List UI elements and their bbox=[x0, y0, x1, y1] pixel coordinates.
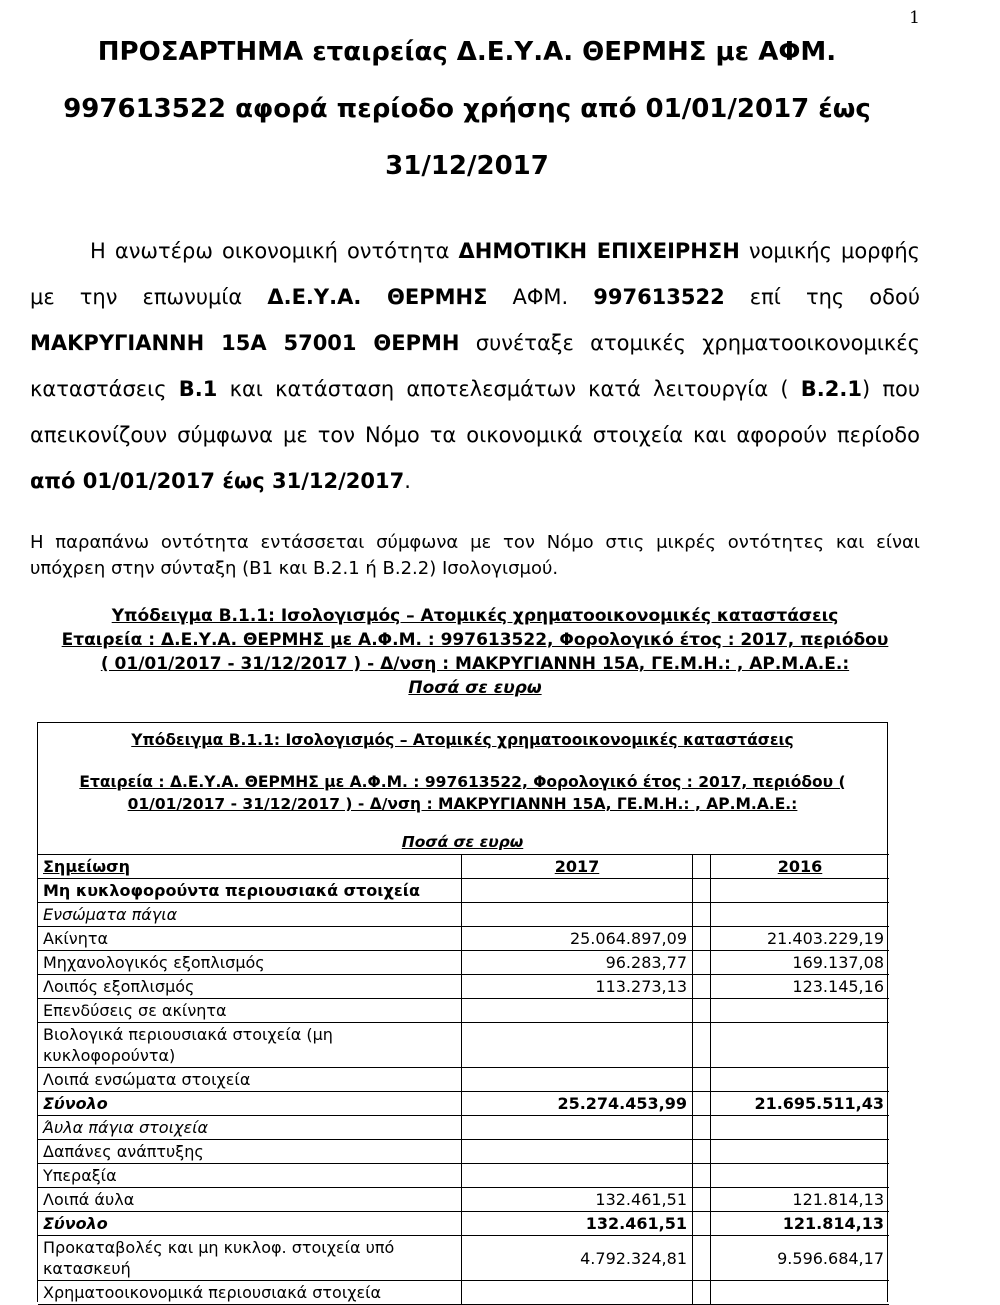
entity-name: Δ.Ε.Υ.Α. ΘΕΡΜΗΣ bbox=[267, 285, 488, 309]
classification-note: Η παραπάνω οντότητα εντάσσεται σύμφωνα με τον Νόμο στις μικρές οντότητες και είναι υπόχρεη στην σύνταξη (Β1 και Β.2.1 ή Β.2.2) Ισολογισμού. bbox=[30, 532, 920, 579]
value-2017 bbox=[462, 1140, 693, 1164]
row-label: Υπεραξία bbox=[38, 1164, 462, 1188]
table-header-line-1: Υπόδειγμα Β.1.1: Ισολογισμός – Ατομικές χρηματοοικονομικές καταστάσεις bbox=[131, 731, 794, 749]
value-2017 bbox=[462, 879, 693, 903]
table-header-row bbox=[38, 855, 889, 879]
entity-type: ΔΗΜΟΤΙΚΗ ΕΠΙΧΕΙΡΗΣΗ bbox=[458, 239, 740, 263]
spacer-cell bbox=[693, 903, 711, 927]
table-row bbox=[38, 879, 889, 903]
value-2016: 121.814,13 bbox=[711, 1188, 890, 1212]
spacer-cell bbox=[693, 1164, 711, 1188]
table-row bbox=[38, 951, 889, 975]
spacer-cell bbox=[693, 1188, 711, 1212]
row-label: Σύνολο bbox=[38, 1092, 462, 1116]
title-line-3: 31/12/2017 bbox=[385, 151, 549, 181]
table-row bbox=[38, 1188, 889, 1212]
spacer-cell bbox=[693, 855, 711, 879]
value-2017 bbox=[462, 999, 693, 1023]
spacer-cell bbox=[693, 1116, 711, 1140]
spacer-cell bbox=[693, 999, 711, 1023]
title-line-2: 997613522 αφορά περίοδο χρήσης από 01/01/2017 έως bbox=[63, 94, 871, 124]
table-row bbox=[38, 1164, 889, 1188]
intro-text: και κατάσταση αποτελεσμάτων κατά λειτουργία ( bbox=[217, 377, 801, 401]
table-row bbox=[38, 1023, 889, 1068]
value-2017: 132.461,51 bbox=[462, 1212, 693, 1236]
intro-text: επί της οδού bbox=[724, 285, 920, 309]
period: από 01/01/2017 έως 31/12/2017 bbox=[30, 469, 405, 493]
spacer-cell bbox=[693, 1092, 711, 1116]
value-2017: 96.283,77 bbox=[462, 951, 693, 975]
statement-subheading bbox=[30, 604, 920, 700]
table-header-company bbox=[38, 771, 887, 815]
table-row-total bbox=[38, 1212, 889, 1236]
col-header-note: Σημείωση bbox=[38, 855, 462, 879]
tax-id: 997613522 bbox=[593, 285, 725, 309]
value-2016 bbox=[711, 1164, 890, 1188]
row-label: Σύνολο bbox=[38, 1212, 462, 1236]
subheading-line-4: Ποσά σε ευρω bbox=[408, 678, 542, 698]
table-row bbox=[38, 999, 889, 1023]
value-2017: 25.274.453,99 bbox=[462, 1092, 693, 1116]
value-2016: 21.403.229,19 bbox=[711, 927, 890, 951]
subheading-line-3: ( 01/01/2017 - 31/12/2017 ) - Δ/νση : ΜΑΚΡΥΓΙΑΝΝΗ 15Α, ΓΕ.Μ.Η.: , ΑΡ.Μ.Α.Ε.: bbox=[100, 654, 850, 674]
spacer-cell bbox=[693, 1068, 711, 1092]
table-row bbox=[38, 903, 889, 927]
balance-sheet-box bbox=[37, 722, 888, 1302]
spacer-cell bbox=[693, 1236, 711, 1281]
row-label: Λοιπός εξοπλισμός bbox=[38, 975, 462, 999]
value-2016 bbox=[711, 879, 890, 903]
intro-text: ) που απεικονίζουν σύμφωνα με τον Νόμο τα οικονομικά στοιχεία και αφορούν περίοδο bbox=[30, 377, 920, 447]
intro-paragraph bbox=[30, 228, 920, 504]
value-2017: 113.273,13 bbox=[462, 975, 693, 999]
row-label: Μηχανολογικός εξοπλισμός bbox=[38, 951, 462, 975]
table-row bbox=[38, 1236, 889, 1281]
address: ΜΑΚΡΥΓΙΑΝΝΗ 15Α 57001 ΘΕΡΜΗ bbox=[30, 331, 460, 355]
row-label: Δαπάνες ανάπτυξης bbox=[38, 1140, 462, 1164]
intro-text: Η ανωτέρω οικονομική οντότητα bbox=[90, 239, 459, 263]
row-label: Βιολογικά περιουσιακά στοιχεία (μη κυκλοφορούντα) bbox=[38, 1023, 462, 1068]
intro-text: συνέταξε ατομικές χρηματοοικονομικές καταστάσεις bbox=[30, 331, 920, 401]
spacer-cell bbox=[693, 1140, 711, 1164]
page-number: 1 bbox=[909, 8, 920, 28]
value-2016 bbox=[711, 1023, 890, 1068]
intro-text: ΑΦΜ. bbox=[487, 285, 594, 309]
statement-code: Β.2.1 bbox=[800, 377, 862, 401]
value-2016: 123.145,16 bbox=[711, 975, 890, 999]
value-2017: 4.792.324,81 bbox=[462, 1236, 693, 1281]
value-2016 bbox=[711, 1068, 890, 1092]
value-2017 bbox=[462, 903, 693, 927]
table-header-currency: Ποσά σε ευρω bbox=[401, 833, 524, 851]
value-2017: 132.461,51 bbox=[462, 1188, 693, 1212]
table-row bbox=[38, 1116, 889, 1140]
spacer-cell bbox=[693, 951, 711, 975]
spacer-cell bbox=[693, 879, 711, 903]
value-2016 bbox=[711, 1140, 890, 1164]
document-title bbox=[0, 24, 934, 195]
intro-text: . bbox=[404, 469, 411, 493]
row-label: Ακίνητα bbox=[38, 927, 462, 951]
row-label: Ενσώματα πάγια bbox=[38, 903, 462, 927]
row-label: Επενδύσεις σε ακίνητα bbox=[38, 999, 462, 1023]
table-row bbox=[38, 1140, 889, 1164]
value-2016 bbox=[711, 903, 890, 927]
value-2016 bbox=[711, 999, 890, 1023]
spacer-cell bbox=[693, 1212, 711, 1236]
table-row bbox=[38, 1068, 889, 1092]
row-label: Χρηματοοικονομικά περιουσιακά στοιχεία bbox=[38, 1281, 462, 1305]
col-header-2016: 2016 bbox=[711, 855, 890, 879]
title-line-1: ΠΡΟΣΑΡΤΗΜΑ εταιρείας Δ.Ε.Υ.Α. ΘΕΡΜΗΣ με ΑΦΜ. bbox=[97, 37, 837, 67]
value-2016: 121.814,13 bbox=[711, 1212, 890, 1236]
row-label: Λοιπά ενσώματα στοιχεία bbox=[38, 1068, 462, 1092]
value-2016: 21.695.511,43 bbox=[711, 1092, 890, 1116]
row-label: Μη κυκλοφορούντα περιουσιακά στοιχεία bbox=[38, 879, 462, 903]
value-2016: 169.137,08 bbox=[711, 951, 890, 975]
value-2017 bbox=[462, 1116, 693, 1140]
intro-text: νομικής μορφής με την επωνυμία bbox=[30, 239, 920, 309]
value-2017 bbox=[462, 1164, 693, 1188]
spacer-cell bbox=[693, 1023, 711, 1068]
table-row bbox=[38, 975, 889, 999]
value-2017 bbox=[462, 1023, 693, 1068]
value-2016: 9.596.684,17 bbox=[711, 1236, 890, 1281]
value-2017: 25.064.897,09 bbox=[462, 927, 693, 951]
row-label: Λοιπά άυλα bbox=[38, 1188, 462, 1212]
spacer-cell bbox=[693, 975, 711, 999]
value-2016 bbox=[711, 1116, 890, 1140]
spacer-cell bbox=[693, 927, 711, 951]
table-row-total bbox=[38, 1092, 889, 1116]
subheading-line-2: Εταιρεία : Δ.Ε.Υ.Α. ΘΕΡΜΗΣ με Α.Φ.Μ. : 997613522, Φορολογικό έτος : 2017, περιόδου bbox=[61, 630, 889, 650]
subheading-line-1: Υπόδειγμα Β.1.1: Ισολογισμός – Ατομικές χρηματοοικονομικές καταστάσεις bbox=[111, 606, 839, 626]
table-header-line-3: 01/01/2017 - 31/12/2017 ) - Δ/νση : ΜΑΚΡΥΓΙΑΝΝΗ 15Α, ΓΕ.Μ.Η.: , ΑΡ.Μ.Α.Ε.: bbox=[127, 795, 798, 813]
value-2017 bbox=[462, 1068, 693, 1092]
row-label: Προκαταβολές και μη κυκλοφ. στοιχεία υπό κατασκευή bbox=[38, 1236, 462, 1281]
row-label: Άυλα πάγια στοιχεία bbox=[38, 1116, 462, 1140]
statement-code: Β.1 bbox=[178, 377, 218, 401]
table-header-line-2: Εταιρεία : Δ.Ε.Υ.Α. ΘΕΡΜΗΣ με Α.Φ.Μ. : 997613522, Φορολογικό έτος : 2017, περιόδου ( bbox=[79, 773, 846, 791]
table-row bbox=[38, 927, 889, 951]
balance-sheet-table bbox=[38, 854, 889, 1305]
col-header-2017: 2017 bbox=[462, 855, 693, 879]
